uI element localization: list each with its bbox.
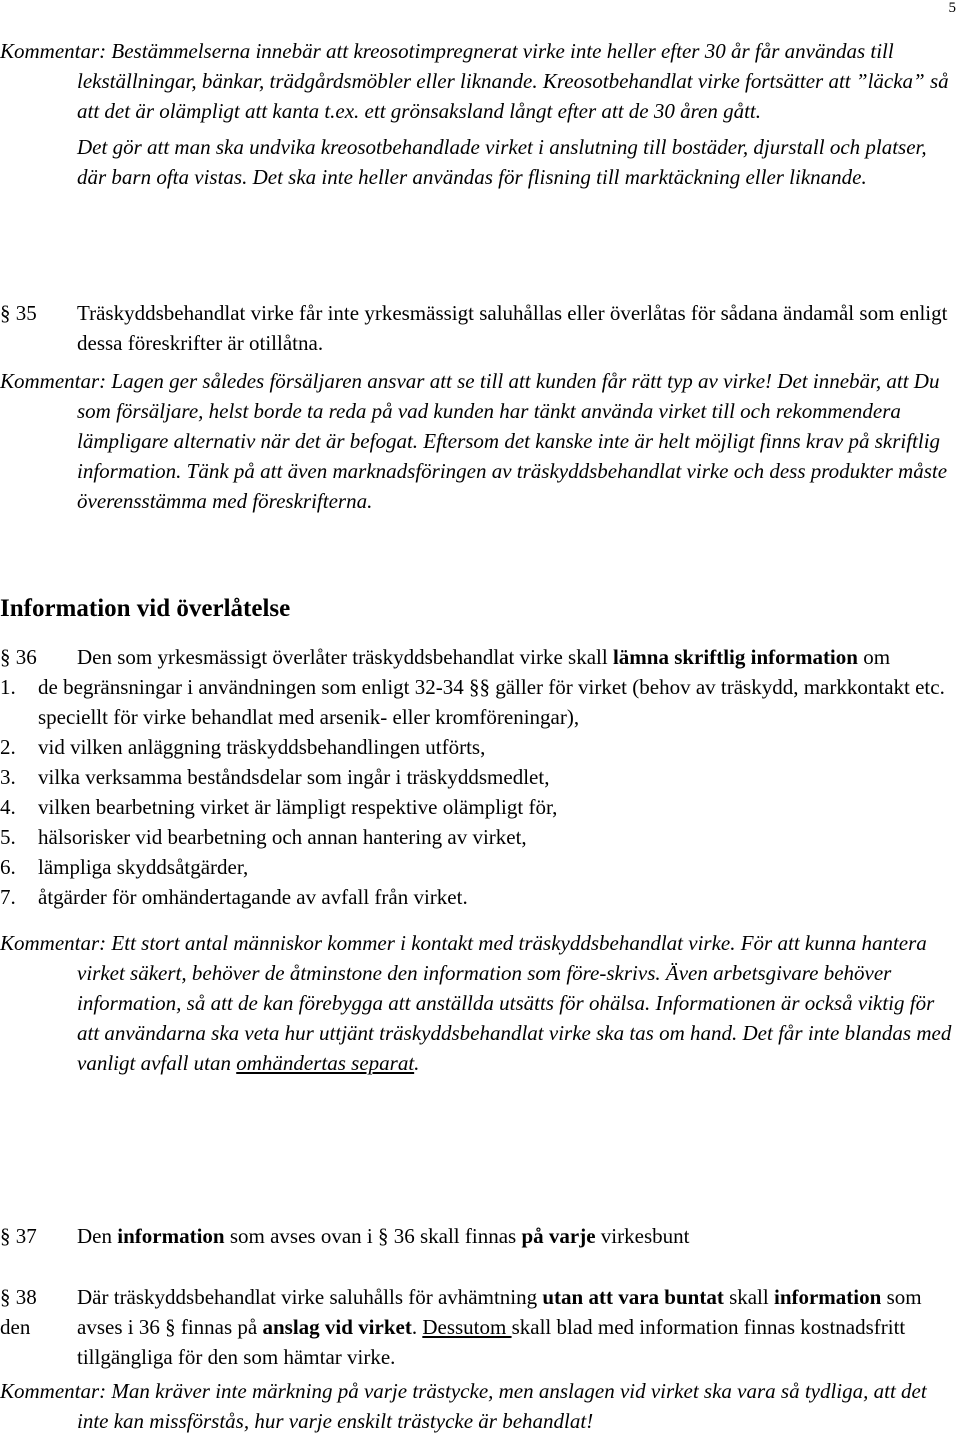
list-item-text: hälsorisker vid bearbetning och annan hantering av virket, xyxy=(38,825,527,849)
section-37 xyxy=(0,1221,954,1251)
information-list-item xyxy=(0,822,954,852)
list-item-number: 1. xyxy=(0,675,16,699)
information-list-item xyxy=(0,672,954,732)
page-number: 5 xyxy=(948,0,956,16)
section-37-number: § 37 xyxy=(0,1224,37,1248)
information-list-item xyxy=(0,762,954,792)
section-36-text: Den som yrkesmässigt överlåter träskyddsbehandlat virke skall lämna skriftlig information om xyxy=(77,645,891,669)
list-item-text: vid vilken anläggning träskyddsbehandlingen utförts, xyxy=(38,735,486,759)
section-36-number: § 36 xyxy=(0,645,37,669)
section-38-number: § 38 den xyxy=(0,1285,37,1339)
section-37-text: Den information som avses ovan i § 36 skall finnas på varje virkesbunt xyxy=(77,1224,690,1248)
list-item-text: vilka verksamma beståndsdelar som ingår i träskyddsmedlet, xyxy=(38,765,550,789)
kreosot-comment-p2: Det gör att man ska undvika kreosotbehandlade virket i anslutning till bostäder, djurstall och platser, där barn ofta vistas. Det ska inte heller användas för flisning till marktäckning eller liknande. xyxy=(77,135,927,189)
information-list-item xyxy=(0,882,954,912)
list-item-number: 3. xyxy=(0,765,16,789)
list-item-text: åtgärder för omhändertagande av avfall från virket. xyxy=(38,885,468,909)
kreosot-comment xyxy=(0,36,954,192)
section-36 xyxy=(0,642,954,1078)
list-item-text: de begränsningar i användningen som enligt 32-34 §§ gäller för virket (behov av träskydd, markkontakt etc. speciellt för virke behandlat med arsenik- eller kromföreningar), xyxy=(38,675,945,729)
list-item-text: vilken bearbetning virket är lämpligt respektive olämpligt för, xyxy=(38,795,558,819)
list-item-number: 6. xyxy=(0,855,16,879)
list-item-number: 5. xyxy=(0,825,16,849)
kreosot-comment-p1: Kommentar: Bestämmelserna innebär att kreosotimpregnerat virke inte heller efter 30 år får användas till lekställningar, bänkar, trädgårdsmöbler eller liknande. Kreosotbehandlat virke fortsätter att ”läcka” så att det är olämpligt att kanta t.ex. ett grönsaksland långt efter att de 30 åren gått. xyxy=(0,39,949,123)
list-item-number: 2. xyxy=(0,735,16,759)
section-38-text: Där träskyddsbehandlat virke saluhålls för avhämtning utan att vara buntat skall information som avses i 36 § finnas på anslag vid virket. Dessutom skall blad med information finnas kostnadsfritt tillgängliga för den som hämtar virke. xyxy=(77,1285,922,1369)
section-38-comment: Kommentar: Man kräver inte märkning på varje trästycke, men anslagen vid virket ska vara så tydliga, att det inte kan missförstås, hur varje enskilt trästycke är behandlat! xyxy=(0,1379,927,1433)
section-38 xyxy=(0,1282,954,1436)
information-list-item xyxy=(0,852,954,882)
information-list xyxy=(0,672,954,912)
section-36-comment: Kommentar: Ett stort antal människor kommer i kontakt med träskyddsbehandlat virke. För att kunna hantera virket säkert, behöver de åtminstone den information som före-skrivs. Även arbetsgivare behöver information, så att de kan förebygga att anställda utsätts för ohälsa. Informationen är också viktig för att användarna ska veta hur uttjänt träskyddsbehandlat virke ska tas om hand. Det får inte blandas med vanligt avfall utan omhändertas separat. xyxy=(0,931,952,1075)
information-list-item xyxy=(0,792,954,822)
list-item-text: lämpliga skyddsåtgärder, xyxy=(38,855,249,879)
information-list-item xyxy=(0,732,954,762)
section-35-number: § 35 xyxy=(0,301,37,325)
list-item-number: 7. xyxy=(0,885,16,909)
section-35-text: Träskyddsbehandlat virke får inte yrkesmässigt saluhållas eller överlåtas för sådana ändamål som enligt dessa föreskrifter är otillåtna. xyxy=(77,301,948,355)
section-35-comment: Kommentar: Lagen ger således försäljaren ansvar att se till att kunden får rätt typ av virke! Det innebär, att Du som försäljare, helst borde ta reda på vad kunden har tänkt använda virket till och rekommendera lämpligare alternativ när det är befogat. Eftersom det kanske inte är helt möjligt finns krav på skriftlig information. Tänk på att även marknadsföringen av träskyddsbehandlat virke och dess produkter måste överensstämma med föreskrifterna. xyxy=(0,369,948,513)
section-heading: Information vid överlåtelse xyxy=(0,595,291,622)
list-item-number: 4. xyxy=(0,795,16,819)
section-35 xyxy=(0,298,954,516)
